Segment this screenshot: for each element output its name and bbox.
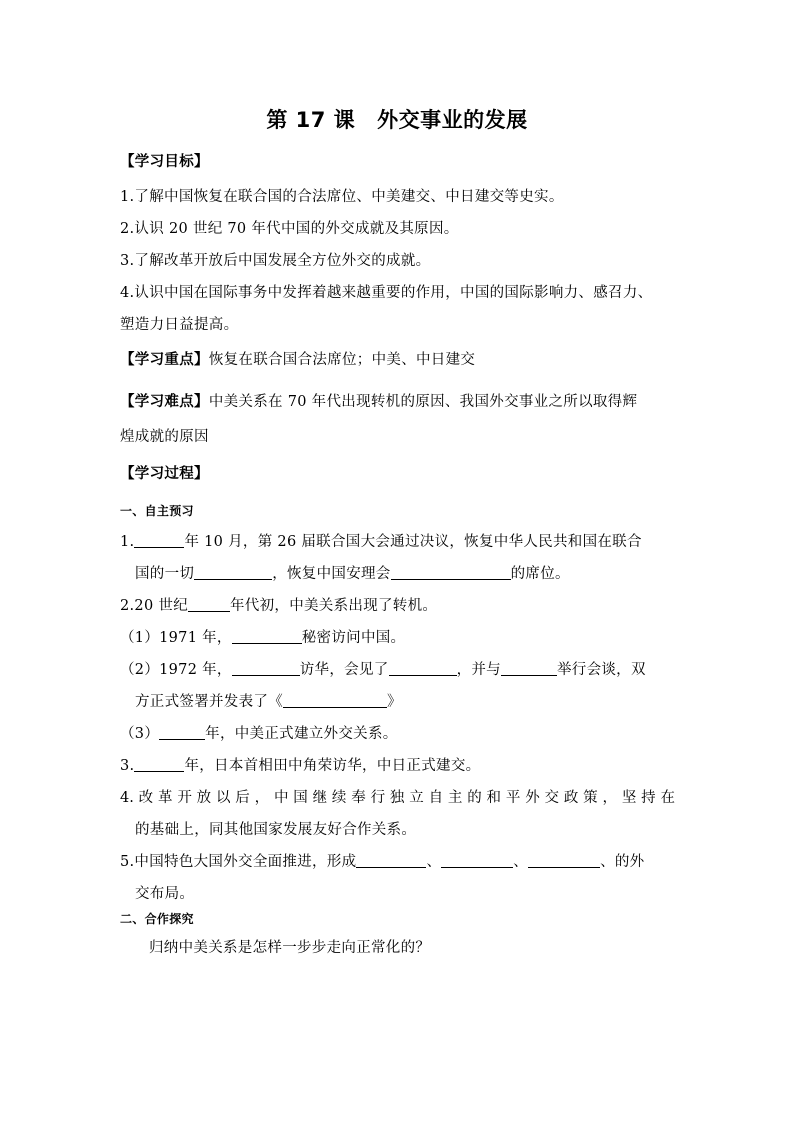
- key-points-heading: 【学习重点】: [120, 352, 209, 368]
- difficulty-text: 中美关系在 70 年代出现转机的原因、我国外交事业之所以取得辉: [208, 394, 638, 410]
- answer-blank[interactable]: [134, 533, 184, 548]
- question-3: 3. 年，日本首相田中角荣访华，中日正式建交。: [120, 758, 481, 774]
- answer-blank[interactable]: [356, 853, 426, 868]
- answer-blank[interactable]: [194, 565, 272, 580]
- section2-question: 归纳中美关系是怎样一步步走向正常化的？: [149, 940, 431, 956]
- question-4: 4.改革开放以后，中国继续奉行独立自主的和平外交政策，坚持在: [120, 790, 675, 806]
- answer-blank[interactable]: [391, 565, 511, 580]
- answer-blank[interactable]: [283, 693, 387, 708]
- question-2-1: （1）1971 年， 秘密访问中国。: [120, 630, 406, 646]
- goal-item: 3.了解改革开放后中国发展全方位外交的成就。: [120, 253, 431, 269]
- difficulty-heading: 【学习难点】: [120, 394, 209, 410]
- goals-heading: 【学习目标】: [120, 154, 209, 170]
- difficulty-text-cont: 煌成就的原因: [120, 429, 209, 445]
- question-5-cont: 交布局。: [135, 886, 195, 902]
- key-points-text: 恢复在联合国合法席位；中美、中日建交: [208, 352, 476, 368]
- key-points: [120, 348, 475, 369]
- section1-heading: 一、自主预习: [120, 504, 194, 518]
- question-1: 1. 年 10 月，第 26 届联合国大会通过决议，恢复中华人民共和国在联合: [120, 534, 642, 550]
- question-4-cont: 的基础上，同其他国家发展友好合作关系。: [135, 822, 417, 838]
- answer-blank[interactable]: [232, 661, 300, 676]
- answer-blank[interactable]: [159, 725, 205, 740]
- section2-heading: 二、合作探究: [120, 912, 194, 926]
- difficulty: [120, 390, 637, 411]
- answer-blank[interactable]: [188, 597, 230, 612]
- answer-blank[interactable]: [134, 757, 184, 772]
- goal-item: 塑造力日益提高。: [120, 317, 239, 333]
- lesson-name: 外交事业的发展: [377, 108, 528, 132]
- goal-item: 1.了解中国恢复在联合国的合法席位、中美建交、中日建交等史实。: [120, 189, 564, 205]
- answer-blank[interactable]: [389, 661, 457, 676]
- answer-blank[interactable]: [501, 661, 557, 676]
- question-1-cont: 国的一切 ，恢复中国安理会 的席位。: [135, 566, 570, 582]
- question-5: 5.中国特色大国外交全面推进，形成 、 、 、的外: [120, 854, 645, 870]
- answer-blank[interactable]: [232, 629, 302, 644]
- question-2: 2.20 世纪 年代初，中美关系出现了转机。: [120, 598, 438, 614]
- question-2-2: （2）1972 年， 访华，会见了 ，并与 举行会谈，双: [120, 662, 646, 678]
- goal-item: 4.认识中国在国际事务中发挥着越来越重要的作用，中国的国际影响力、感召力、: [120, 285, 653, 301]
- question-2-3: （3） 年，中美正式建立外交关系。: [120, 726, 398, 742]
- answer-blank[interactable]: [528, 853, 600, 868]
- process-heading: 【学习过程】: [120, 466, 209, 482]
- answer-blank[interactable]: [441, 853, 513, 868]
- lesson-number: 第 17 课: [266, 108, 356, 132]
- goal-item: 2.认识 20 世纪 70 年代中国的外交成就及其原因。: [120, 221, 459, 237]
- question-2-2-cont: 方正式签署并发表了《 》: [135, 694, 402, 710]
- page-title: [0, 104, 794, 134]
